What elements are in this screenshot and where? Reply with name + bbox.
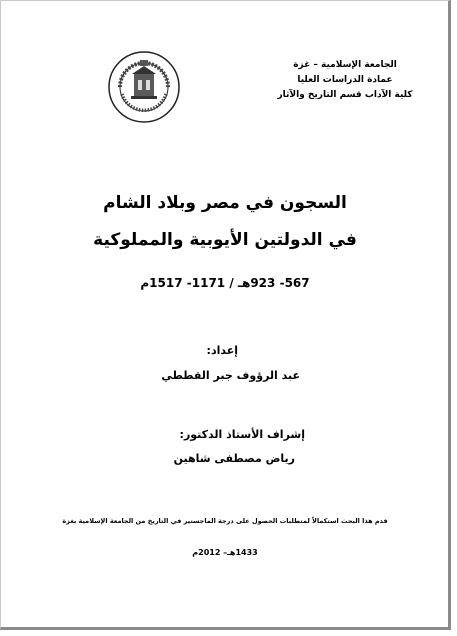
author-name: عبد الرؤوف جبر القططي	[161, 369, 300, 382]
period-dates: 567- 923هـ / 1171- 1517م	[140, 276, 310, 290]
faculty-department: كلية الآداب قسم التاريخ والآثار	[277, 90, 413, 100]
supervision-label: إشراف الأستاذ الدكتور:	[179, 428, 305, 441]
thesis-statement: قدم هذا البحث استكمالاً لمتطلبات الحصول على درجة الماجستير في التاريخ من الجامعة الإسلامية بغزة	[62, 517, 388, 525]
institution-header	[260, 58, 430, 103]
deanship-name: عمادة الدراسات العليا	[297, 75, 393, 85]
supervisor-name: رياض مصطفى شاهين	[173, 452, 295, 465]
preparation-label: إعداد:	[206, 344, 238, 357]
university-seal-logo	[107, 50, 181, 124]
university-name: الجامعة الإسلامية – غزة	[293, 60, 397, 70]
thesis-title-line-1: السجون في مصر وبلاد الشام	[103, 193, 347, 213]
submission-year: 1433هـ– 2012م	[192, 548, 258, 557]
seal-icon	[107, 50, 181, 124]
thesis-title-line-2: في الدولتين الأيوبية والمملوكية	[93, 230, 357, 250]
